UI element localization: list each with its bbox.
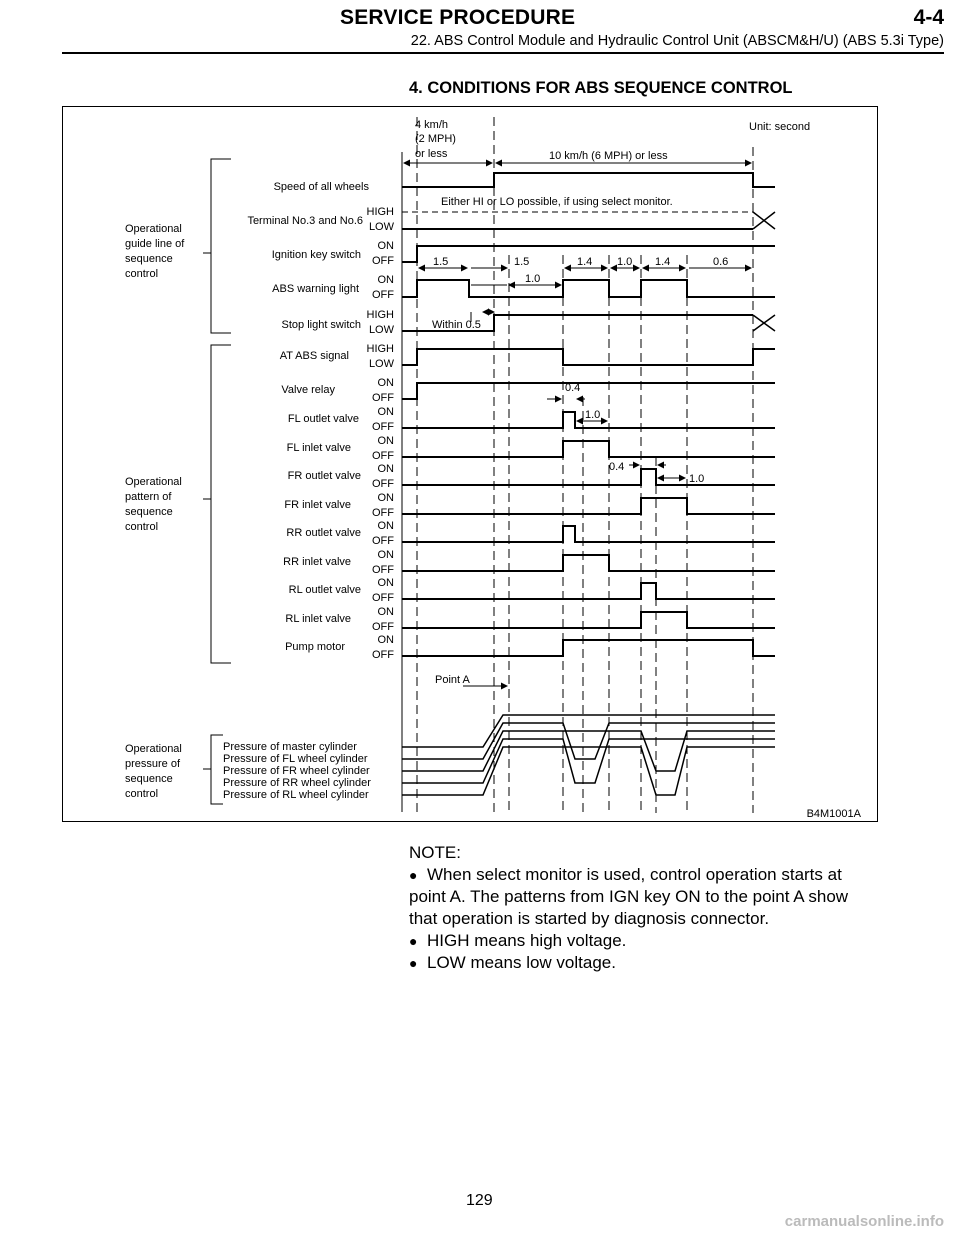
time-1-0-first: 1.0 (617, 256, 633, 268)
fr-inlet-on-label: ON (377, 492, 394, 504)
header-rule (62, 52, 944, 54)
pressure-fl-curve (402, 723, 775, 759)
signal-pump-label: Pump motor (285, 641, 345, 653)
warning-waveform (402, 280, 775, 297)
timing-diagram (63, 107, 879, 823)
signal-at-abs-label: AT ABS signal (279, 350, 349, 362)
group-guide-line-2: guide line of (125, 238, 185, 250)
pressure-rl-label: Pressure of RL wheel cylinder (223, 789, 369, 801)
either-note: Either HI or LO possible, if using select monitor. (441, 196, 673, 208)
time-1-0-fl: 1.0 (585, 409, 601, 421)
ignition-on-label: ON (377, 240, 394, 252)
time-0-4-fl: 0.4 (565, 382, 581, 394)
group-guide-line-1: Operational (125, 223, 182, 235)
valve-relay-on-label: ON (377, 377, 394, 389)
time-1-4-first: 1.4 (577, 256, 593, 268)
timing-diagram-figure (62, 106, 878, 822)
group-pressure-line-4: control (125, 788, 159, 800)
rl-outlet-on-label: ON (377, 577, 394, 589)
speed-low-label-3: or less (415, 148, 448, 160)
stop-high-label: HIGH (366, 309, 394, 321)
group-brackets (203, 159, 231, 804)
fl-outlet-on-label: ON (377, 406, 394, 418)
signal-warning-label: ABS warning light (272, 283, 359, 295)
group-guide-line-3: sequence (125, 253, 173, 265)
fr-inlet-waveform (402, 498, 775, 514)
bullet-dot-icon: ● (409, 955, 418, 971)
rl-outlet-off-label: OFF (372, 592, 394, 604)
rl-inlet-waveform (402, 612, 775, 628)
pump-waveform (402, 640, 775, 656)
fl-inlet-off-label: OFF (372, 450, 394, 462)
signal-speed-label: Speed of all wheels (273, 181, 369, 193)
within-0-5-label: Within 0.5 (432, 319, 481, 331)
note-item: ● When select monitor is used, control operation starts at point A. The patterns from IGN key ON to the point A show that operation is started by diagnosis connector. (409, 865, 849, 928)
terminal-high-label: HIGH (366, 206, 394, 218)
speed-low-label-2: (2 MPH) (415, 133, 456, 145)
fl-inlet-waveform (402, 441, 775, 457)
signal-fl-inlet-label: FL inlet valve (286, 442, 351, 454)
terminal-low-label: LOW (368, 221, 394, 233)
fr-outlet-waveform (402, 469, 775, 485)
time-1-0-warning: 1.0 (525, 273, 541, 285)
group-pressure-line-1: Operational (125, 743, 182, 755)
fl-outlet-off-label: OFF (372, 421, 394, 433)
time-1-0-fr: 1.0 (689, 473, 705, 485)
rl-inlet-off-label: OFF (372, 621, 394, 633)
fr-outlet-off-label: OFF (372, 478, 394, 490)
note-item: ● HIGH means high voltage. (409, 931, 627, 950)
rr-outlet-off-label: OFF (372, 535, 394, 547)
warning-off-label: OFF (372, 289, 394, 301)
time-0-6: 0.6 (713, 256, 729, 268)
pressure-rr-curve (402, 739, 775, 783)
signal-valve-relay-label: Valve relay (281, 384, 335, 396)
section-number: 4-4 (913, 6, 944, 29)
bullet-dot-icon: ● (409, 867, 418, 883)
bullet-dot-icon: ● (409, 933, 418, 949)
note-item: ● LOW means low voltage. (409, 953, 616, 972)
pressure-fl-label: Pressure of FL wheel cylinder (223, 753, 368, 765)
group-pattern-line-4: control (125, 521, 159, 533)
signal-rr-outlet-label: RR outlet valve (286, 527, 361, 539)
rr-inlet-off-label: OFF (372, 564, 394, 576)
time-1-4-second: 1.4 (655, 256, 671, 268)
warning-on-label: ON (377, 274, 394, 286)
section-title: 4. CONDITIONS FOR ABS SEQUENCE CONTROL (409, 79, 793, 97)
fl-inlet-on-label: ON (377, 435, 394, 447)
signal-fr-inlet-label: FR inlet valve (284, 499, 351, 511)
fr-outlet-on-label: ON (377, 463, 394, 475)
fr-inlet-off-label: OFF (372, 507, 394, 519)
pressure-rr-label: Pressure of RR wheel cylinder (223, 777, 371, 789)
signal-rr-inlet-label: RR inlet valve (283, 556, 351, 568)
speed-waveform (402, 173, 775, 187)
group-pressure-line-2: pressure of (125, 758, 181, 770)
page-header-title: SERVICE PROCEDURE (340, 6, 576, 29)
speed-low-label-1: 4 km/h (415, 119, 449, 131)
group-pattern-line-1: Operational (125, 476, 182, 488)
signal-fl-outlet-label: FL outlet valve (287, 413, 359, 425)
ignition-off-label: OFF (372, 255, 394, 267)
valve-relay-waveform (402, 383, 775, 399)
time-1-5-first: 1.5 (433, 256, 449, 268)
signal-stop-label: Stop light switch (281, 319, 361, 331)
at-abs-waveform (402, 349, 775, 365)
rl-inlet-on-label: ON (377, 606, 394, 618)
time-gridlines (417, 117, 753, 813)
group-guide-line-4: control (125, 268, 159, 280)
rr-inlet-waveform (402, 555, 775, 571)
signal-terminal-label: Terminal No.3 and No.6 (247, 215, 363, 227)
point-a-label: Point A (435, 674, 470, 686)
signal-fr-outlet-label: FR outlet valve (287, 470, 361, 482)
watermark: carmanualsonline.info (784, 1213, 944, 1230)
signal-ignition-label: Ignition key switch (271, 249, 361, 261)
at-abs-low-label: LOW (368, 358, 394, 370)
pressure-fr-label: Pressure of FR wheel cylinder (223, 765, 370, 777)
note-heading: NOTE: (409, 843, 461, 862)
rr-inlet-on-label: ON (377, 549, 394, 561)
figure-id: B4M1001A (806, 808, 861, 820)
speed-range-label: 10 km/h (6 MPH) or less (549, 150, 668, 162)
group-pressure-line-3: sequence (125, 773, 173, 785)
stop-low-label: LOW (368, 324, 394, 336)
page-number: 129 (466, 1192, 493, 1209)
pressure-curves (402, 715, 775, 795)
note-block (409, 842, 879, 974)
group-pattern-line-2: pattern of (125, 491, 172, 503)
signal-rl-outlet-label: RL outlet valve (288, 584, 361, 596)
pump-on-label: ON (377, 634, 394, 646)
unit-label: Unit: second (749, 121, 811, 133)
valve-relay-off-label: OFF (372, 392, 394, 404)
at-abs-high-label: HIGH (366, 343, 394, 355)
time-0-4-fr: 0.4 (609, 461, 625, 473)
signal-rl-inlet-label: RL inlet valve (285, 613, 351, 625)
stop-either-cross (753, 315, 775, 331)
rr-outlet-on-label: ON (377, 520, 394, 532)
page-header-subtitle: 22. ABS Control Module and Hydraulic Control Unit (ABSCM&H/U) (ABS 5.3i Type) (410, 33, 944, 49)
rr-outlet-waveform (402, 526, 775, 542)
pressure-fr-curve (402, 731, 775, 771)
pump-off-label: OFF (372, 649, 394, 661)
group-pattern-line-3: sequence (125, 506, 173, 518)
terminal-either-cross (753, 212, 775, 229)
pressure-master-label: Pressure of master cylinder (223, 741, 357, 753)
time-1-5-second: 1.5 (514, 256, 530, 268)
rl-outlet-waveform (402, 583, 775, 599)
